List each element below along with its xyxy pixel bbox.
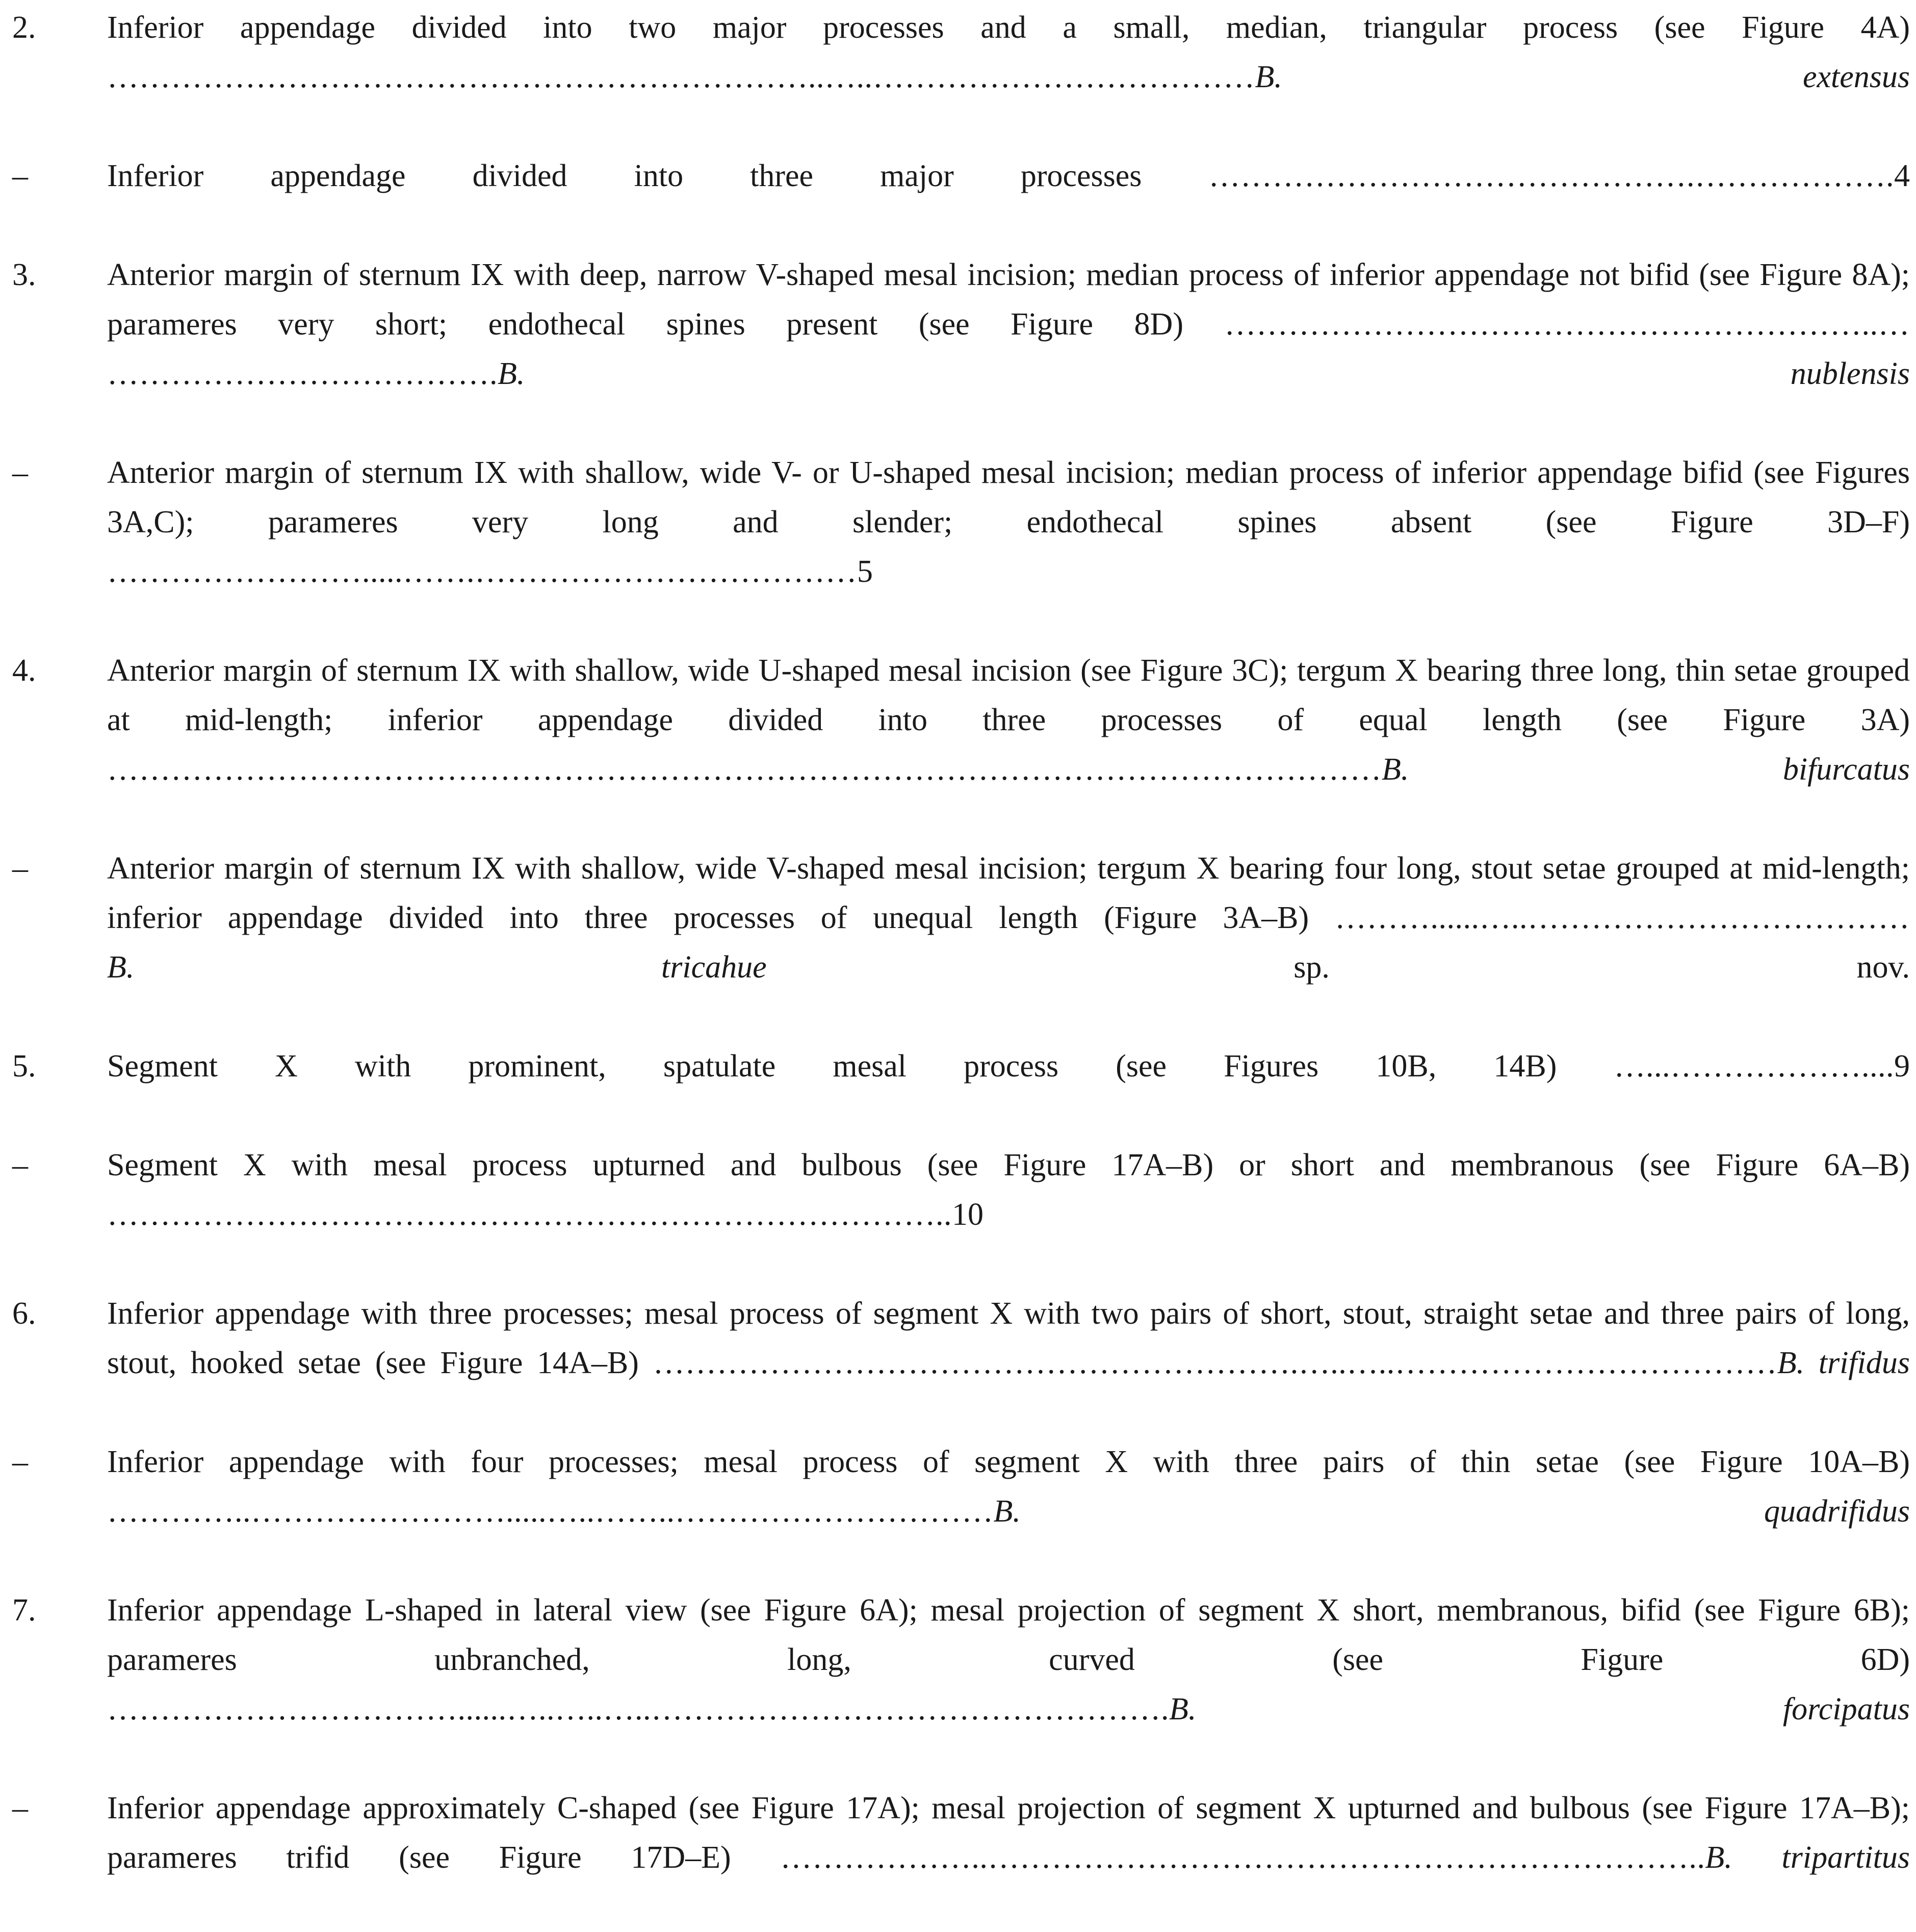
key-entry-target: B. tripartitus xyxy=(1705,1840,1910,1875)
key-entry-description: Segment X with mesal process upturned and bulbous (see Figure 17A–B) or short and membranous (see Figure 6A–B) xyxy=(107,1148,1910,1182)
key-entry-target-group xyxy=(1705,1840,1910,1875)
key-couplet-entry xyxy=(9,1042,1910,1141)
key-entry-target-group xyxy=(1382,752,1910,787)
key-couplet-entry xyxy=(9,1784,1910,1932)
key-entry-marker: 7. xyxy=(12,1593,36,1628)
key-entry-description: Inferior appendage divided into three major processes xyxy=(107,159,1209,193)
key-entry-target: 10 xyxy=(952,1197,983,1232)
key-entry-text xyxy=(107,1437,1910,1586)
key-entry-target: B. quadrifidus xyxy=(993,1494,1910,1529)
key-entry-text xyxy=(107,1042,1910,1141)
key-entry-target-group xyxy=(1777,1346,1910,1380)
key-entry-target: B. forcipatus xyxy=(1169,1692,1910,1727)
key-couplet-entry xyxy=(9,1586,1910,1784)
key-couplet-entry xyxy=(9,151,1910,250)
key-entry-marker: – xyxy=(12,1791,28,1825)
key-entry-description: Inferior appendage with three processes; mesal process of segment X with two pairs of short, stout, straight setae and three pairs of long, stout, hooked setae (see Figure 14A–B) xyxy=(107,1296,1910,1380)
key-entry-description: Anterior margin of sternum IX with shallow, wide U-shaped mesal incision (see Figure 3C); tergum X bearing three long, thin setae grouped at mid-length; inferior appendage divided into three processes of equal length (see Figure 3A) xyxy=(107,653,1910,737)
key-entry-list xyxy=(9,3,1910,1932)
key-entry-text xyxy=(107,151,1910,250)
dot-leader: ………………………………………………………………………………………………………… xyxy=(107,752,1382,787)
dot-leader: …………………………………………………………………….. xyxy=(107,1197,952,1232)
key-entry-description: Inferior appendage with four processes; mesal process of segment X with three pairs of thin setae (see Figure 10A–B) xyxy=(107,1445,1910,1479)
key-entry-text xyxy=(107,844,1910,1042)
key-couplet-entry xyxy=(9,250,1910,448)
key-entry-target: 9 xyxy=(1894,1049,1910,1084)
key-couplet-entry xyxy=(9,448,1910,646)
dot-leader: …...……………….... xyxy=(1614,1049,1894,1084)
key-entry-target-group xyxy=(952,1197,983,1232)
key-entry-marker: 5. xyxy=(12,1049,36,1084)
key-entry-marker: 3. xyxy=(12,257,36,292)
key-entry-marker: 6. xyxy=(12,1296,36,1331)
key-entry-text xyxy=(107,250,1910,448)
key-entry-description: Anterior margin of sternum IX with shallow, wide V-shaped mesal incision; tergum X bearing four long, stout setae grouped at mid-length; inferior appendage divided into three processes of unequal length (Figure 3A–B) xyxy=(107,851,1910,935)
dot-leader: ……………………………………………………..… ………………………………. xyxy=(107,307,1910,391)
dot-leader: …………………………………………………………..…..……………………………… xyxy=(107,60,1255,94)
key-entry-description: Inferior appendage L-shaped in lateral view (see Figure 6A); mesal projection of segment X short, membranous, bifid (see Figure 6B); parameres unbranched, long, curved (see Figure 6D) xyxy=(107,1593,1910,1677)
dot-leader: …………………………………………………….…..…..……………………………… xyxy=(653,1346,1777,1380)
key-entry-marker: – xyxy=(12,1148,28,1182)
key-couplet-entry xyxy=(9,3,1910,151)
key-couplet-entry xyxy=(9,1141,1910,1289)
key-entry-target-suffix: sp. nov. xyxy=(766,950,1910,985)
dot-leader: ……………………………......…..…..…..…………………………………………. xyxy=(107,1692,1169,1727)
key-entry-description: Inferior appendage divided into two major processes and a small, median, triangular process (see Figure 4A) xyxy=(107,10,1910,45)
dot-leader: …………..…………………….....…..……..………………………… xyxy=(107,1494,994,1529)
key-entry-text xyxy=(107,1784,1910,1932)
key-entry-marker: – xyxy=(12,1445,28,1479)
key-entry-target: B. extensus xyxy=(1255,60,1910,94)
key-entry-text xyxy=(107,3,1910,151)
key-entry-target-group xyxy=(1894,159,1910,193)
key-couplet-entry xyxy=(9,646,1910,844)
key-entry-target-group xyxy=(1255,60,1910,94)
key-entry-target-group xyxy=(857,554,873,589)
dot-leader: …………………….....…….……………………………… xyxy=(107,554,857,589)
key-entry-marker: – xyxy=(12,159,28,193)
key-entry-text xyxy=(107,1141,1910,1289)
dot-leader: ………......…..……………………………… xyxy=(1335,900,1910,935)
key-entry-marker: – xyxy=(12,455,28,490)
key-couplet-entry xyxy=(9,844,1910,1042)
key-entry-target: 5 xyxy=(857,554,873,589)
key-entry-text xyxy=(107,1289,1910,1437)
key-entry-description: Anterior margin of sternum IX with shallow, wide V- or U-shaped mesal incision; median process of inferior appendage bifid (see Figures 3A,C); parameres very long and slender; endothecal spines absent (see Figure 3D–F) xyxy=(107,455,1910,539)
key-entry-description: Anterior margin of sternum IX with deep, narrow V-shaped mesal incision; median process of inferior appendage not bifid (see Figure 8A); parameres very short; endothecal spines present (see Figure 8D) xyxy=(107,257,1910,342)
key-entry-target-group xyxy=(498,356,1910,391)
key-couplet-entry xyxy=(9,1289,1910,1437)
key-entry-target: B. nublensis xyxy=(498,356,1910,391)
key-entry-target-group xyxy=(1894,1049,1910,1084)
dot-leader: ……………………………………….………………. xyxy=(1208,159,1894,193)
key-entry-text xyxy=(107,448,1910,646)
dot-leader: ………………..………………………………………………………….. xyxy=(780,1840,1705,1875)
key-entry-marker: – xyxy=(12,851,28,886)
key-entry-target-group xyxy=(994,1494,1910,1529)
key-entry-target: B. tricahue xyxy=(107,950,767,985)
key-entry-target: B. bifurcatus xyxy=(1382,752,1910,787)
key-entry-text xyxy=(107,646,1910,844)
key-couplet-entry xyxy=(9,1437,1910,1586)
key-entry-description: Inferior appendage approximately C-shaped (see Figure 17A); mesal projection of segment X upturned and bulbous (see Figure 17A–B); parameres trifid (see Figure 17D–E) xyxy=(107,1791,1910,1875)
key-entry-target: B. trifidus xyxy=(1777,1346,1910,1380)
key-entry-target-group xyxy=(1169,1692,1910,1727)
key-entry-target: 4 xyxy=(1894,159,1910,193)
key-entry-description: Segment X with prominent, spatulate mesal process (see Figures 10B, 14B) xyxy=(107,1049,1614,1084)
key-entry-text xyxy=(107,1586,1910,1784)
key-entry-target-group xyxy=(107,950,1910,985)
key-entry-marker: 4. xyxy=(12,653,36,688)
key-entry-marker: 2. xyxy=(12,10,36,45)
